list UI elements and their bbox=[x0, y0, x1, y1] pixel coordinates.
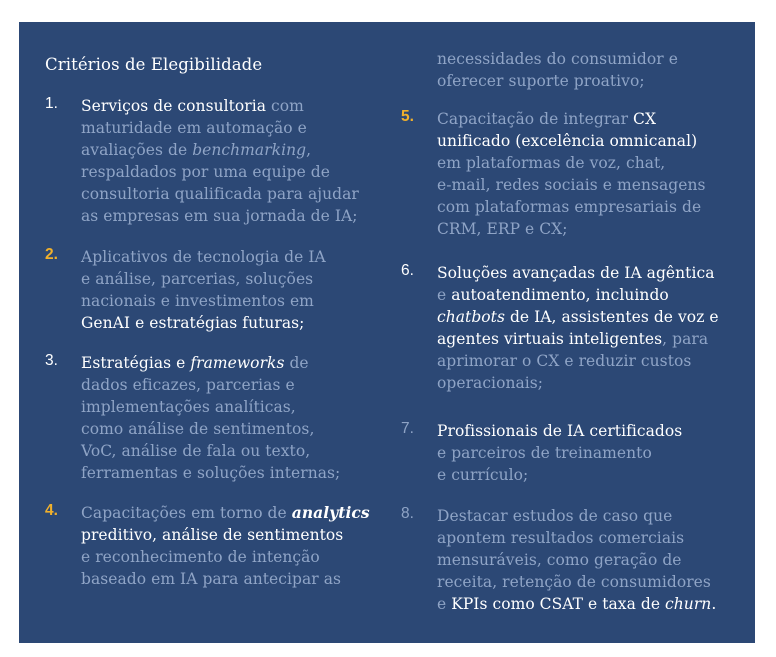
list-item bbox=[45, 502, 387, 590]
list-item bbox=[45, 95, 387, 227]
item-number: 6. bbox=[401, 262, 414, 279]
list-item bbox=[401, 505, 737, 615]
item-text: necessidades do consumidor e oferecer suporte proativo; bbox=[437, 50, 678, 90]
list-item bbox=[401, 420, 737, 486]
item-number: 4. bbox=[45, 502, 58, 519]
item-text: Profissionais de IA certificados e parceiros de treinamento e currículo; bbox=[437, 422, 683, 484]
list-item bbox=[401, 262, 737, 394]
panel-title: Critérios de Elegibilidade bbox=[45, 55, 263, 74]
list-item bbox=[401, 48, 737, 92]
item-number: 2. bbox=[45, 246, 58, 263]
item-number: 7. bbox=[401, 420, 414, 437]
list-item bbox=[45, 246, 387, 334]
item-text: Aplicativos de tecnologia de IA e análise, parcerias, soluções nacionais e investimentos em GenAI e estratégias futuras; bbox=[81, 248, 326, 332]
item-text: Destacar estudos de caso que apontem resultados comerciais mensuráveis, como geração de receita, retenção de consumidores e KPIs como CSAT e taxa de churn. bbox=[437, 507, 717, 613]
item-text: Capacitação de integrar CX unificado (excelência omnicanal) em plataformas de voz, chat, e-mail, redes sociais e mensagens com plataformas empresariais de CRM, ERP e CX; bbox=[437, 110, 706, 238]
item-text: Soluções avançadas de IA agêntica e autoatendimento, incluindo chatbots de IA, assistentes de voz e agentes virtuais inteligentes, para aprimorar o CX e reduzir custos operacionais; bbox=[437, 264, 719, 392]
item-number: 5. bbox=[401, 108, 414, 125]
item-text: Serviços de consultoria com maturidade em automação e avaliações de benchmarking, respaldados por uma equipe de consultoria qualificada para ajudar as empresas em sua jornada de IA; bbox=[81, 97, 359, 225]
item-text: Capacitações em torno de analytics preditivo, análise de sentimentos e reconhecimento de intenção baseado em IA para antecipar as bbox=[81, 503, 370, 588]
eligibility-panel bbox=[19, 22, 755, 643]
item-text: Estratégias e frameworks de dados eficazes, parcerias e implementações analíticas, como análise de sentimentos, VoC, análise de fala ou texto, ferramentas e soluções internas; bbox=[81, 354, 341, 482]
list-item bbox=[45, 352, 387, 484]
item-number: 1. bbox=[45, 95, 58, 112]
list-item bbox=[401, 108, 737, 240]
item-number: 3. bbox=[45, 352, 58, 369]
item-number: 8. bbox=[401, 505, 414, 522]
